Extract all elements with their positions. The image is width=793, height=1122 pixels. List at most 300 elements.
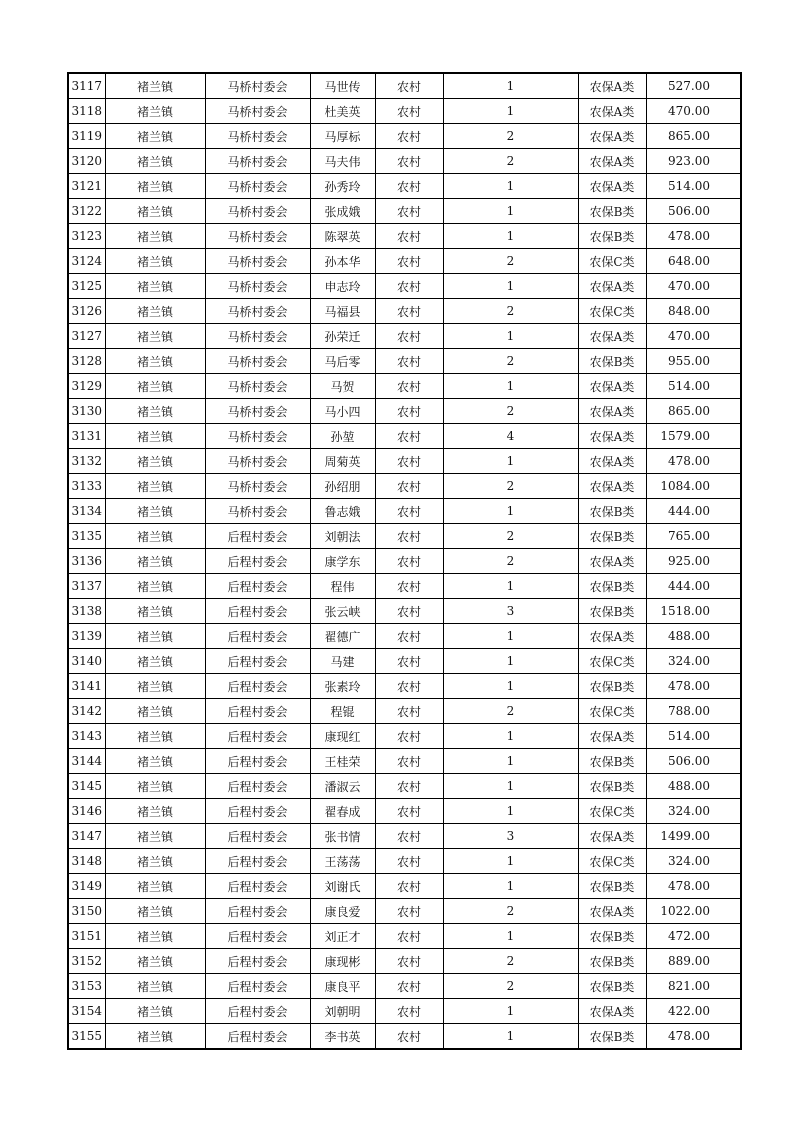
row-number-cell: 3122 bbox=[68, 199, 105, 224]
insurance-category-cell: 农保B类 bbox=[578, 524, 646, 549]
person-name-cell: 刘正才 bbox=[310, 924, 375, 949]
table-row bbox=[68, 73, 741, 99]
household-count-cell: 1 bbox=[443, 874, 578, 899]
village-committee-cell: 马桥村委会 bbox=[205, 324, 310, 349]
amount-cell: 1579.00 bbox=[646, 424, 741, 449]
amount-cell: 488.00 bbox=[646, 624, 741, 649]
insurance-category-cell: 农保B类 bbox=[578, 199, 646, 224]
person-name-cell: 康良爱 bbox=[310, 899, 375, 924]
insurance-category-cell: 农保A类 bbox=[578, 449, 646, 474]
row-number-cell: 3144 bbox=[68, 749, 105, 774]
area-type-cell: 农村 bbox=[375, 449, 443, 474]
village-committee-cell: 后程村委会 bbox=[205, 1024, 310, 1050]
household-count-cell: 1 bbox=[443, 224, 578, 249]
area-type-cell: 农村 bbox=[375, 599, 443, 624]
household-count-cell: 2 bbox=[443, 249, 578, 274]
town-cell: 褚兰镇 bbox=[105, 749, 205, 774]
insurance-category-cell: 农保A类 bbox=[578, 724, 646, 749]
household-count-cell: 2 bbox=[443, 474, 578, 499]
area-type-cell: 农村 bbox=[375, 874, 443, 899]
table-row bbox=[68, 374, 741, 399]
village-committee-cell: 马桥村委会 bbox=[205, 249, 310, 274]
village-committee-cell: 马桥村委会 bbox=[205, 424, 310, 449]
town-cell: 褚兰镇 bbox=[105, 149, 205, 174]
table-row bbox=[68, 674, 741, 699]
area-type-cell: 农村 bbox=[375, 649, 443, 674]
table-row bbox=[68, 349, 741, 374]
village-committee-cell: 后程村委会 bbox=[205, 699, 310, 724]
area-type-cell: 农村 bbox=[375, 73, 443, 99]
table-row bbox=[68, 774, 741, 799]
area-type-cell: 农村 bbox=[375, 224, 443, 249]
table-row bbox=[68, 949, 741, 974]
person-name-cell: 马小四 bbox=[310, 399, 375, 424]
town-cell: 褚兰镇 bbox=[105, 324, 205, 349]
amount-cell: 324.00 bbox=[646, 649, 741, 674]
town-cell: 褚兰镇 bbox=[105, 874, 205, 899]
amount-cell: 470.00 bbox=[646, 324, 741, 349]
household-count-cell: 1 bbox=[443, 499, 578, 524]
table-row bbox=[68, 1024, 741, 1050]
village-committee-cell: 后程村委会 bbox=[205, 824, 310, 849]
insurance-category-cell: 农保A类 bbox=[578, 124, 646, 149]
insurance-category-cell: 农保B类 bbox=[578, 949, 646, 974]
area-type-cell: 农村 bbox=[375, 624, 443, 649]
amount-cell: 472.00 bbox=[646, 924, 741, 949]
row-number-cell: 3145 bbox=[68, 774, 105, 799]
town-cell: 褚兰镇 bbox=[105, 499, 205, 524]
town-cell: 褚兰镇 bbox=[105, 399, 205, 424]
row-number-cell: 3155 bbox=[68, 1024, 105, 1050]
insurance-category-cell: 农保A类 bbox=[578, 824, 646, 849]
person-name-cell: 翟德广 bbox=[310, 624, 375, 649]
insurance-category-cell: 农保A类 bbox=[578, 73, 646, 99]
person-name-cell: 刘谢氏 bbox=[310, 874, 375, 899]
village-committee-cell: 后程村委会 bbox=[205, 749, 310, 774]
table-row bbox=[68, 724, 741, 749]
area-type-cell: 农村 bbox=[375, 299, 443, 324]
household-count-cell: 1 bbox=[443, 999, 578, 1024]
area-type-cell: 农村 bbox=[375, 124, 443, 149]
village-committee-cell: 后程村委会 bbox=[205, 574, 310, 599]
person-name-cell: 康现彬 bbox=[310, 949, 375, 974]
village-committee-cell: 马桥村委会 bbox=[205, 374, 310, 399]
row-number-cell: 3139 bbox=[68, 624, 105, 649]
table-row bbox=[68, 599, 741, 624]
area-type-cell: 农村 bbox=[375, 99, 443, 124]
village-committee-cell: 后程村委会 bbox=[205, 674, 310, 699]
table-body bbox=[68, 73, 741, 1049]
village-committee-cell: 马桥村委会 bbox=[205, 474, 310, 499]
amount-cell: 527.00 bbox=[646, 73, 741, 99]
table-row bbox=[68, 574, 741, 599]
person-name-cell: 马贺 bbox=[310, 374, 375, 399]
person-name-cell: 张云峡 bbox=[310, 599, 375, 624]
table-row bbox=[68, 849, 741, 874]
household-count-cell: 3 bbox=[443, 599, 578, 624]
insurance-category-cell: 农保B类 bbox=[578, 674, 646, 699]
insurance-category-cell: 农保B类 bbox=[578, 1024, 646, 1050]
data-table bbox=[67, 72, 742, 1050]
town-cell: 褚兰镇 bbox=[105, 249, 205, 274]
row-number-cell: 3149 bbox=[68, 874, 105, 899]
town-cell: 褚兰镇 bbox=[105, 299, 205, 324]
town-cell: 褚兰镇 bbox=[105, 924, 205, 949]
household-count-cell: 1 bbox=[443, 99, 578, 124]
person-name-cell: 康现红 bbox=[310, 724, 375, 749]
town-cell: 褚兰镇 bbox=[105, 649, 205, 674]
row-number-cell: 3133 bbox=[68, 474, 105, 499]
village-committee-cell: 马桥村委会 bbox=[205, 149, 310, 174]
amount-cell: 470.00 bbox=[646, 274, 741, 299]
village-committee-cell: 后程村委会 bbox=[205, 974, 310, 999]
town-cell: 褚兰镇 bbox=[105, 1024, 205, 1050]
row-number-cell: 3125 bbox=[68, 274, 105, 299]
row-number-cell: 3117 bbox=[68, 73, 105, 99]
area-type-cell: 农村 bbox=[375, 974, 443, 999]
row-number-cell: 3120 bbox=[68, 149, 105, 174]
insurance-category-cell: 农保B类 bbox=[578, 774, 646, 799]
table-row bbox=[68, 149, 741, 174]
area-type-cell: 农村 bbox=[375, 174, 443, 199]
table-row bbox=[68, 224, 741, 249]
amount-cell: 506.00 bbox=[646, 749, 741, 774]
insurance-category-cell: 农保A类 bbox=[578, 624, 646, 649]
amount-cell: 478.00 bbox=[646, 224, 741, 249]
village-committee-cell: 后程村委会 bbox=[205, 849, 310, 874]
amount-cell: 1022.00 bbox=[646, 899, 741, 924]
village-committee-cell: 马桥村委会 bbox=[205, 449, 310, 474]
table-row bbox=[68, 924, 741, 949]
person-name-cell: 张成娥 bbox=[310, 199, 375, 224]
person-name-cell: 马厚标 bbox=[310, 124, 375, 149]
household-count-cell: 1 bbox=[443, 73, 578, 99]
town-cell: 褚兰镇 bbox=[105, 999, 205, 1024]
village-committee-cell: 后程村委会 bbox=[205, 949, 310, 974]
insurance-category-cell: 农保B类 bbox=[578, 924, 646, 949]
row-number-cell: 3153 bbox=[68, 974, 105, 999]
area-type-cell: 农村 bbox=[375, 799, 443, 824]
area-type-cell: 农村 bbox=[375, 199, 443, 224]
row-number-cell: 3130 bbox=[68, 399, 105, 424]
household-count-cell: 1 bbox=[443, 1024, 578, 1050]
person-name-cell: 孙堃 bbox=[310, 424, 375, 449]
amount-cell: 955.00 bbox=[646, 349, 741, 374]
person-name-cell: 孙荣迁 bbox=[310, 324, 375, 349]
insurance-category-cell: 农保B类 bbox=[578, 599, 646, 624]
town-cell: 褚兰镇 bbox=[105, 424, 205, 449]
table-row bbox=[68, 749, 741, 774]
insurance-category-cell: 农保C类 bbox=[578, 799, 646, 824]
village-committee-cell: 后程村委会 bbox=[205, 874, 310, 899]
amount-cell: 506.00 bbox=[646, 199, 741, 224]
area-type-cell: 农村 bbox=[375, 474, 443, 499]
person-name-cell: 陈翠英 bbox=[310, 224, 375, 249]
person-name-cell: 张书情 bbox=[310, 824, 375, 849]
table-row bbox=[68, 899, 741, 924]
area-type-cell: 农村 bbox=[375, 749, 443, 774]
table-row bbox=[68, 299, 741, 324]
insurance-category-cell: 农保A类 bbox=[578, 899, 646, 924]
area-type-cell: 农村 bbox=[375, 549, 443, 574]
insurance-category-cell: 农保A类 bbox=[578, 474, 646, 499]
amount-cell: 324.00 bbox=[646, 849, 741, 874]
person-name-cell: 孙绍朋 bbox=[310, 474, 375, 499]
row-number-cell: 3126 bbox=[68, 299, 105, 324]
person-name-cell: 周菊英 bbox=[310, 449, 375, 474]
town-cell: 褚兰镇 bbox=[105, 524, 205, 549]
village-committee-cell: 后程村委会 bbox=[205, 724, 310, 749]
amount-cell: 478.00 bbox=[646, 1024, 741, 1050]
insurance-category-cell: 农保A类 bbox=[578, 399, 646, 424]
row-number-cell: 3127 bbox=[68, 324, 105, 349]
table-row bbox=[68, 474, 741, 499]
person-name-cell: 刘朝法 bbox=[310, 524, 375, 549]
insurance-category-cell: 农保C类 bbox=[578, 849, 646, 874]
town-cell: 褚兰镇 bbox=[105, 574, 205, 599]
amount-cell: 478.00 bbox=[646, 674, 741, 699]
insurance-category-cell: 农保A类 bbox=[578, 424, 646, 449]
row-number-cell: 3134 bbox=[68, 499, 105, 524]
table-row bbox=[68, 249, 741, 274]
row-number-cell: 3141 bbox=[68, 674, 105, 699]
area-type-cell: 农村 bbox=[375, 674, 443, 699]
table-row bbox=[68, 199, 741, 224]
amount-cell: 514.00 bbox=[646, 724, 741, 749]
insurance-category-cell: 农保A类 bbox=[578, 99, 646, 124]
amount-cell: 765.00 bbox=[646, 524, 741, 549]
household-count-cell: 2 bbox=[443, 524, 578, 549]
row-number-cell: 3132 bbox=[68, 449, 105, 474]
insurance-category-cell: 农保C类 bbox=[578, 649, 646, 674]
household-count-cell: 1 bbox=[443, 724, 578, 749]
insurance-category-cell: 农保A类 bbox=[578, 149, 646, 174]
table-row bbox=[68, 449, 741, 474]
table-row bbox=[68, 549, 741, 574]
row-number-cell: 3142 bbox=[68, 699, 105, 724]
amount-cell: 478.00 bbox=[646, 449, 741, 474]
insurance-category-cell: 农保A类 bbox=[578, 174, 646, 199]
amount-cell: 1499.00 bbox=[646, 824, 741, 849]
table-row bbox=[68, 974, 741, 999]
village-committee-cell: 马桥村委会 bbox=[205, 499, 310, 524]
village-committee-cell: 后程村委会 bbox=[205, 799, 310, 824]
person-name-cell: 马福县 bbox=[310, 299, 375, 324]
table-row bbox=[68, 649, 741, 674]
household-count-cell: 2 bbox=[443, 149, 578, 174]
insurance-category-cell: 农保A类 bbox=[578, 374, 646, 399]
town-cell: 褚兰镇 bbox=[105, 199, 205, 224]
town-cell: 褚兰镇 bbox=[105, 99, 205, 124]
insurance-category-cell: 农保A类 bbox=[578, 999, 646, 1024]
table-row bbox=[68, 624, 741, 649]
table-row bbox=[68, 174, 741, 199]
area-type-cell: 农村 bbox=[375, 849, 443, 874]
town-cell: 褚兰镇 bbox=[105, 824, 205, 849]
household-count-cell: 2 bbox=[443, 974, 578, 999]
person-name-cell: 杜美英 bbox=[310, 99, 375, 124]
row-number-cell: 3148 bbox=[68, 849, 105, 874]
insurance-category-cell: 农保B类 bbox=[578, 574, 646, 599]
insurance-category-cell: 农保C类 bbox=[578, 299, 646, 324]
town-cell: 褚兰镇 bbox=[105, 599, 205, 624]
person-name-cell: 孙本华 bbox=[310, 249, 375, 274]
person-name-cell: 申志玲 bbox=[310, 274, 375, 299]
insurance-category-cell: 农保A类 bbox=[578, 549, 646, 574]
village-committee-cell: 后程村委会 bbox=[205, 549, 310, 574]
row-number-cell: 3138 bbox=[68, 599, 105, 624]
area-type-cell: 农村 bbox=[375, 1024, 443, 1050]
amount-cell: 324.00 bbox=[646, 799, 741, 824]
area-type-cell: 农村 bbox=[375, 324, 443, 349]
village-committee-cell: 马桥村委会 bbox=[205, 274, 310, 299]
area-type-cell: 农村 bbox=[375, 349, 443, 374]
area-type-cell: 农村 bbox=[375, 999, 443, 1024]
amount-cell: 865.00 bbox=[646, 399, 741, 424]
amount-cell: 514.00 bbox=[646, 374, 741, 399]
amount-cell: 788.00 bbox=[646, 699, 741, 724]
household-count-cell: 1 bbox=[443, 649, 578, 674]
person-name-cell: 康学东 bbox=[310, 549, 375, 574]
area-type-cell: 农村 bbox=[375, 374, 443, 399]
household-count-cell: 1 bbox=[443, 924, 578, 949]
row-number-cell: 3119 bbox=[68, 124, 105, 149]
town-cell: 褚兰镇 bbox=[105, 974, 205, 999]
table-row bbox=[68, 999, 741, 1024]
person-name-cell: 马后零 bbox=[310, 349, 375, 374]
household-count-cell: 1 bbox=[443, 849, 578, 874]
town-cell: 褚兰镇 bbox=[105, 699, 205, 724]
area-type-cell: 农村 bbox=[375, 149, 443, 174]
village-committee-cell: 马桥村委会 bbox=[205, 199, 310, 224]
village-committee-cell: 马桥村委会 bbox=[205, 299, 310, 324]
person-name-cell: 王桂荣 bbox=[310, 749, 375, 774]
table-row bbox=[68, 874, 741, 899]
village-committee-cell: 后程村委会 bbox=[205, 924, 310, 949]
person-name-cell: 翟春成 bbox=[310, 799, 375, 824]
household-count-cell: 2 bbox=[443, 299, 578, 324]
area-type-cell: 农村 bbox=[375, 699, 443, 724]
amount-cell: 488.00 bbox=[646, 774, 741, 799]
table-row bbox=[68, 824, 741, 849]
village-committee-cell: 后程村委会 bbox=[205, 624, 310, 649]
village-committee-cell: 后程村委会 bbox=[205, 899, 310, 924]
amount-cell: 848.00 bbox=[646, 299, 741, 324]
household-count-cell: 1 bbox=[443, 199, 578, 224]
area-type-cell: 农村 bbox=[375, 249, 443, 274]
household-count-cell: 2 bbox=[443, 699, 578, 724]
row-number-cell: 3136 bbox=[68, 549, 105, 574]
amount-cell: 925.00 bbox=[646, 549, 741, 574]
village-committee-cell: 后程村委会 bbox=[205, 774, 310, 799]
household-count-cell: 1 bbox=[443, 674, 578, 699]
insurance-category-cell: 农保C类 bbox=[578, 249, 646, 274]
person-name-cell: 孙秀玲 bbox=[310, 174, 375, 199]
amount-cell: 865.00 bbox=[646, 124, 741, 149]
insurance-category-cell: 农保A类 bbox=[578, 324, 646, 349]
area-type-cell: 农村 bbox=[375, 399, 443, 424]
row-number-cell: 3123 bbox=[68, 224, 105, 249]
town-cell: 褚兰镇 bbox=[105, 73, 205, 99]
area-type-cell: 农村 bbox=[375, 574, 443, 599]
insurance-category-cell: 农保B类 bbox=[578, 499, 646, 524]
town-cell: 褚兰镇 bbox=[105, 774, 205, 799]
insurance-category-cell: 农保A类 bbox=[578, 274, 646, 299]
household-count-cell: 1 bbox=[443, 324, 578, 349]
insurance-category-cell: 农保C类 bbox=[578, 699, 646, 724]
person-name-cell: 马建 bbox=[310, 649, 375, 674]
household-count-cell: 2 bbox=[443, 349, 578, 374]
table-row bbox=[68, 324, 741, 349]
household-count-cell: 1 bbox=[443, 574, 578, 599]
area-type-cell: 农村 bbox=[375, 499, 443, 524]
town-cell: 褚兰镇 bbox=[105, 224, 205, 249]
household-count-cell: 2 bbox=[443, 399, 578, 424]
household-count-cell: 2 bbox=[443, 899, 578, 924]
area-type-cell: 农村 bbox=[375, 274, 443, 299]
table-row bbox=[68, 699, 741, 724]
household-count-cell: 3 bbox=[443, 824, 578, 849]
row-number-cell: 3152 bbox=[68, 949, 105, 974]
amount-cell: 514.00 bbox=[646, 174, 741, 199]
household-count-cell: 1 bbox=[443, 624, 578, 649]
amount-cell: 444.00 bbox=[646, 499, 741, 524]
amount-cell: 470.00 bbox=[646, 99, 741, 124]
person-name-cell: 鲁志娥 bbox=[310, 499, 375, 524]
amount-cell: 478.00 bbox=[646, 874, 741, 899]
town-cell: 褚兰镇 bbox=[105, 349, 205, 374]
household-count-cell: 2 bbox=[443, 949, 578, 974]
area-type-cell: 农村 bbox=[375, 424, 443, 449]
table-row bbox=[68, 524, 741, 549]
town-cell: 褚兰镇 bbox=[105, 174, 205, 199]
row-number-cell: 3118 bbox=[68, 99, 105, 124]
area-type-cell: 农村 bbox=[375, 724, 443, 749]
town-cell: 褚兰镇 bbox=[105, 799, 205, 824]
area-type-cell: 农村 bbox=[375, 949, 443, 974]
household-count-cell: 1 bbox=[443, 799, 578, 824]
village-committee-cell: 马桥村委会 bbox=[205, 399, 310, 424]
area-type-cell: 农村 bbox=[375, 774, 443, 799]
village-committee-cell: 马桥村委会 bbox=[205, 99, 310, 124]
town-cell: 褚兰镇 bbox=[105, 474, 205, 499]
person-name-cell: 李书英 bbox=[310, 1024, 375, 1050]
town-cell: 褚兰镇 bbox=[105, 899, 205, 924]
person-name-cell: 王荡荡 bbox=[310, 849, 375, 874]
table-row bbox=[68, 99, 741, 124]
table-row bbox=[68, 499, 741, 524]
person-name-cell: 马世传 bbox=[310, 73, 375, 99]
amount-cell: 923.00 bbox=[646, 149, 741, 174]
row-number-cell: 3143 bbox=[68, 724, 105, 749]
town-cell: 褚兰镇 bbox=[105, 724, 205, 749]
row-number-cell: 3151 bbox=[68, 924, 105, 949]
person-name-cell: 刘朝明 bbox=[310, 999, 375, 1024]
area-type-cell: 农村 bbox=[375, 824, 443, 849]
person-name-cell: 马夫伟 bbox=[310, 149, 375, 174]
household-count-cell: 1 bbox=[443, 749, 578, 774]
town-cell: 褚兰镇 bbox=[105, 849, 205, 874]
village-committee-cell: 后程村委会 bbox=[205, 599, 310, 624]
town-cell: 褚兰镇 bbox=[105, 124, 205, 149]
village-committee-cell: 马桥村委会 bbox=[205, 349, 310, 374]
village-committee-cell: 后程村委会 bbox=[205, 649, 310, 674]
insurance-category-cell: 农保B类 bbox=[578, 874, 646, 899]
insurance-category-cell: 农保B类 bbox=[578, 349, 646, 374]
household-count-cell: 1 bbox=[443, 774, 578, 799]
area-type-cell: 农村 bbox=[375, 924, 443, 949]
row-number-cell: 3135 bbox=[68, 524, 105, 549]
